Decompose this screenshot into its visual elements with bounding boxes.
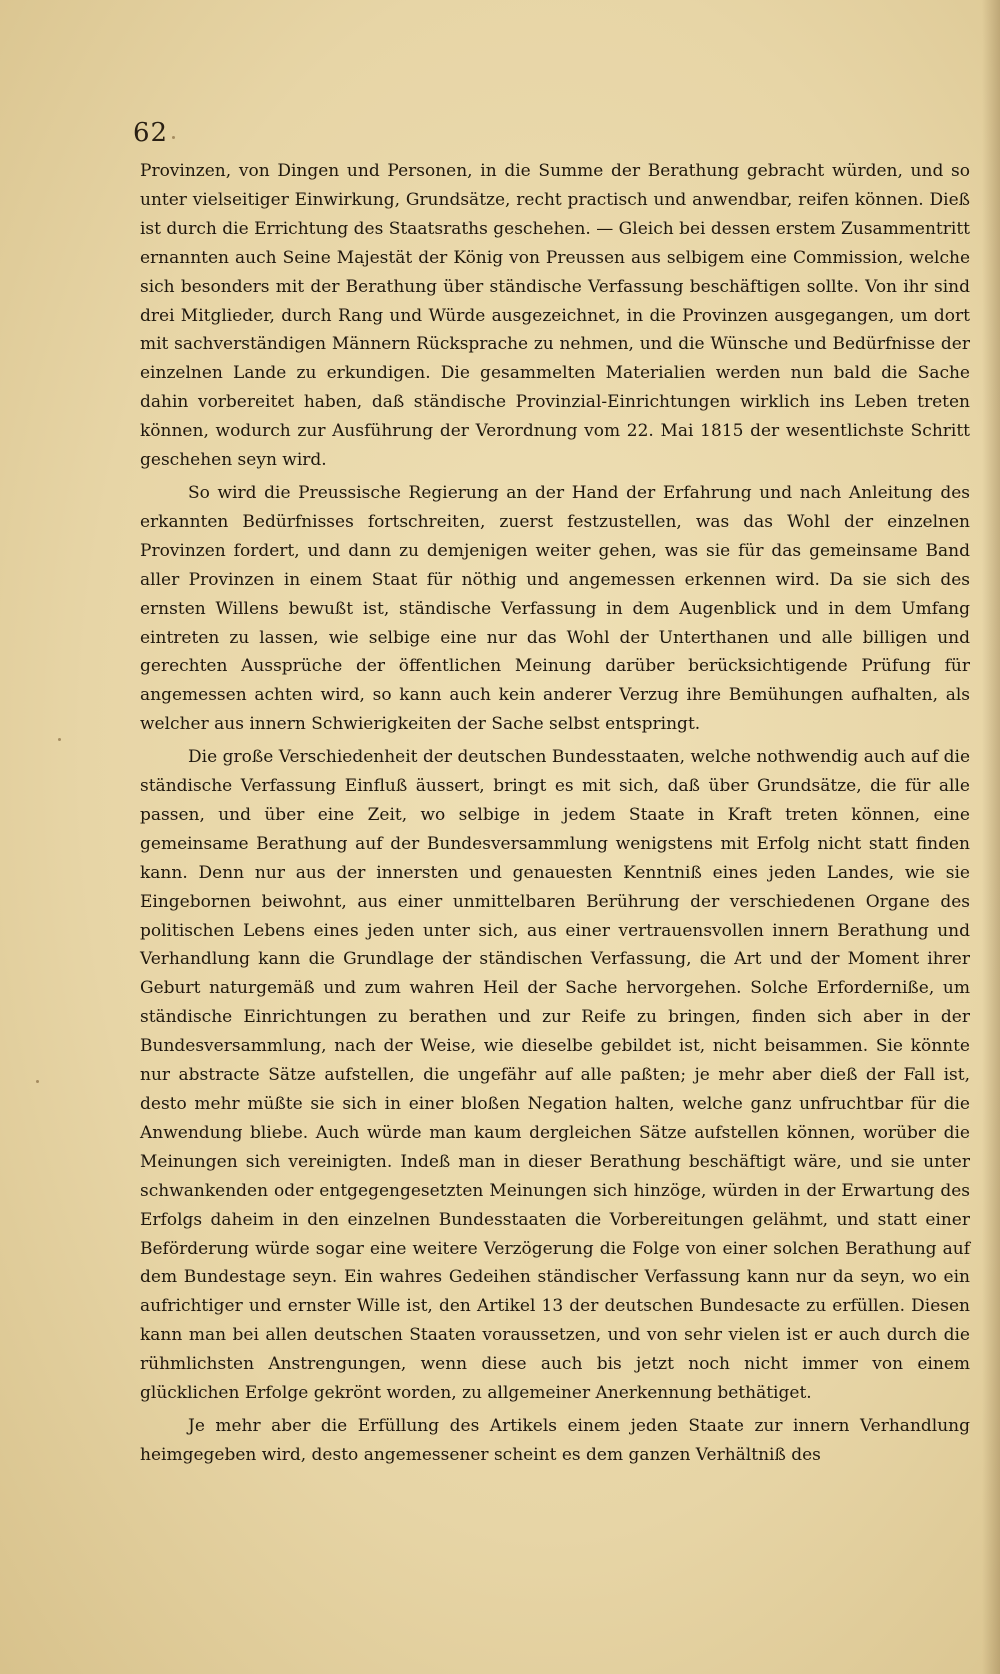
- paper-speck: [58, 738, 61, 741]
- paper-speck: [172, 136, 175, 139]
- page-edge-shadow: [982, 0, 1000, 1674]
- page-number: 62: [133, 118, 169, 148]
- paper-speck: [36, 1080, 39, 1083]
- body-text: [140, 157, 970, 1470]
- paragraph-4: Je mehr aber die Erfüllung des Artikels einem jeden Staate zur innern Verhandlung heimgegeben wird, desto angemessener scheint es dem ganzen Verhältniß des: [140, 1415, 970, 1465]
- paragraph-2: So wird die Preussische Regierung an der Hand der Erfahrung und nach Anleitung des erkannten Bedürfnisses fortschreiten, zuerst festzustellen, was das Wohl der einzelnen Provinzen fordert, und dann zu demjenigen weiter gehen, was sie für das gemeinsame Band aller Provinzen in einem Staat für nöthig und angemessen erkennen wird. Da sie sich des ernsten Willens bewußt ist, ständische Verfassung in dem Augenblick und in dem Umfang eintreten zu lassen, wie selbige eine nur das Wohl der Unterthanen und alle billigen und gerechten Aussprüche der öffentlichen Meinung darüber berücksichtigende Prüfung für angemessen achten wird, so kann auch kein anderer Verzug ihre Bemühungen aufhalten, als welcher aus innern Schwierigkeiten der Sache selbst entspringt.: [140, 482, 970, 735]
- paragraph-3: Die große Verschiedenheit der deutschen Bundesstaaten, welche nothwendig auch auf die ständische Verfassung Einfluß äussert, bringt es mit sich, daß über Grundsätze, die für alle passen, und über eine Zeit, wo selbige in jedem Staate in Kraft treten können, eine gemeinsame Berathung auf der Bundesversammlung wenigstens mit Erfolg nicht statt finden kann. Denn nur aus der innersten und genauesten Kenntniß eines jeden Landes, wie sie Eingebornen beiwohnt, aus einer unmittelbaren Berührung der verschiedenen Organe des politischen Lebens eines jeden unter sich, aus einer vertrauensvollen innern Berathung und Verhandlung kann die Grundlage der ständischen Verfassung, die Art und der Moment ihrer Geburt naturgemäß und zum wahren Heil der Sache hervorgehen. Solche Erforderniße, um ständische Einrichtungen zu berathen und zur Reife zu bringen, finden sich aber in der Bundesversammlung, nach der Weise, wie dieselbe gebildet ist, nicht beisammen. Sie könnte nur abstracte Sätze aufstellen, die ungefähr auf alle paßten; je mehr aber dieß der Fall ist, desto mehr müßte sie sich in einer bloßen Negation halten, welche ganz unfruchtbar für die Anwendung bliebe. Auch würde man kaum dergleichen Sätze aufstellen können, worüber die Meinungen sich vereinigten. Indeß man in dieser Berathung beschäftigt wäre, und sie unter schwankenden oder entgegengesetzten Meinungen sich hinzöge, würden in der Erwartung des Erfolgs daheim in den einzelnen Bundesstaaten die Vorbereitungen gelähmt, und statt einer Beförderung würde sogar eine weitere Verzögerung die Folge von einer solchen Berathung auf dem Bundestage seyn. Ein wahres Gedeihen ständischer Verfassung kann nur da seyn, wo ein aufrichtiger und ernster Wille ist, den Artikel 13 der deutschen Bundesacte zu erfüllen. Diesen kann man bei allen deutschen Staaten voraussetzen, und von sehr vielen ist er auch durch die rühmlichsten Anstrengungen, wenn diese auch bis jetzt noch nicht immer von einem glücklichen Erfolge gekrönt worden, zu allgemeiner Anerkennung bethätiget.: [140, 747, 970, 1404]
- paragraph-1: Provinzen, von Dingen und Personen, in die Summe der Berathung gebracht würden, und so unter vielseitiger Einwirkung, Grundsätze, recht practisch und anwendbar, reifen können. Dieß ist durch die Errichtung des Staatsraths geschehen. — Gleich bei dessen erstem Zusammentritt ernannten auch Seine Majestät der König von Preussen aus selbigem eine Commission, welche sich besonders mit der Berathung über ständische Verfassung beschäftigen sollte. Von ihr sind drei Mitglieder, durch Rang und Würde ausgezeichnet, in die Provinzen ausgegangen, um dort mit sachverständigen Männern Rücksprache zu nehmen, und die Wünsche und Bedürfnisse der einzelnen Lande zu erkundigen. Die gesammelten Materialien werden nun bald die Sache dahin vorbereitet haben, daß ständische Provinzial-Einrichtungen wirklich ins Leben treten können, wodurch zur Ausführung der Verordnung vom 22. Mai 1815 der wesentlichste Schritt geschehen seyn wird.: [140, 161, 970, 471]
